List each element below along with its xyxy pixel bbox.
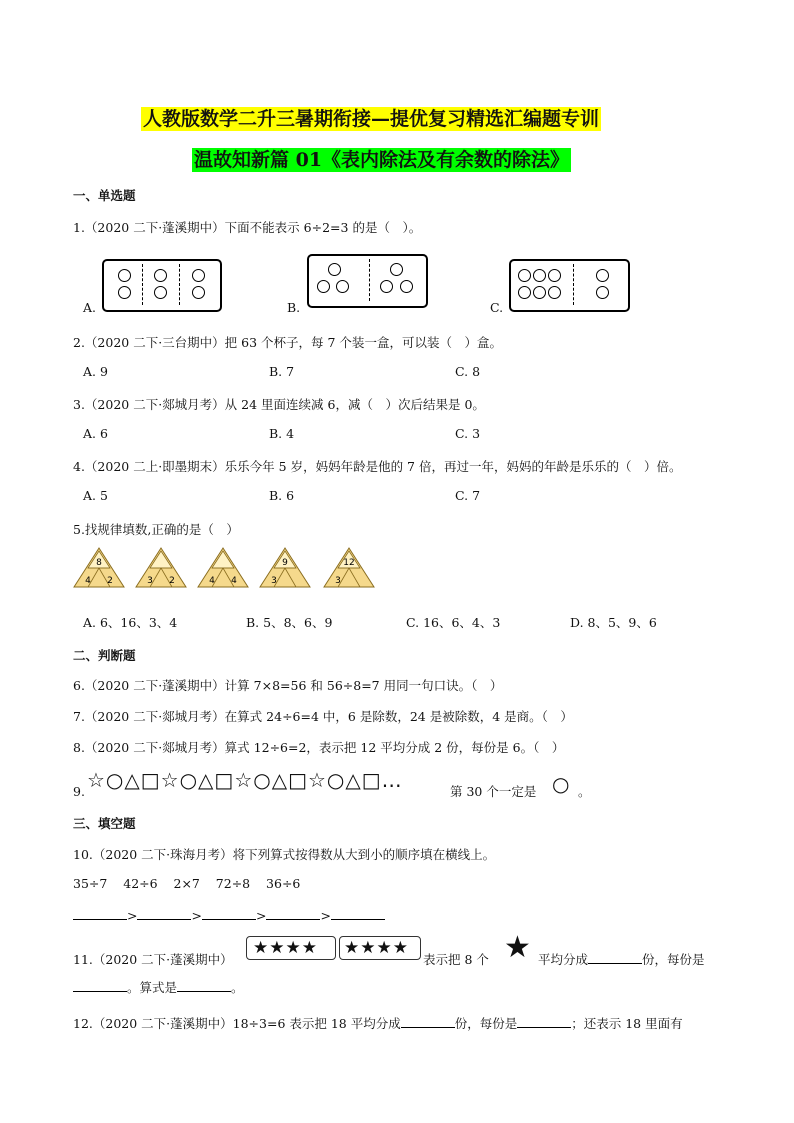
q4-option-a[interactable]: A. 5 — [83, 488, 108, 503]
q11-big-star-icon: ★ — [504, 930, 531, 965]
q1-figure-c — [509, 259, 630, 312]
section-heading-single-choice: 一、单选题 — [73, 188, 136, 203]
q10-blank-1[interactable] — [73, 907, 127, 920]
q11-text-2: 平均分成 份，每份是 — [538, 952, 705, 967]
question-4: 4.（2020 二上·即墨期末）乐乐今年 5 岁，妈妈年龄是他的 7 倍，再过一年，妈妈的年龄是乐乐的（ ）倍。 — [73, 459, 682, 474]
q1-figure-b — [307, 254, 428, 308]
svg-text:4: 4 — [209, 576, 215, 586]
q1-figure-a — [102, 259, 222, 312]
question-8: 8.（2020 二下·郯城月考）算式 12÷6=2，表示把 12 平均分成 2 份，每份是 6。（ ） — [73, 740, 565, 755]
q10-blank-4[interactable] — [266, 907, 320, 920]
section-heading-fill-blank: 三、填空题 — [73, 816, 136, 831]
svg-text:2: 2 — [169, 576, 175, 586]
q10-expr-5: 36÷6 — [266, 876, 301, 891]
question-6: 6.（2020 二下·蓬溪期中）计算 7×8=56 和 56÷8=7 用同一句口诀。（ ） — [73, 678, 503, 693]
q9-prompt: 第 30 个一定是 — [450, 784, 537, 799]
q9-answer-circle: ○ — [552, 772, 570, 796]
q4-option-c[interactable]: C. 7 — [455, 488, 481, 503]
q10-blank-3[interactable] — [202, 907, 256, 920]
q10-expr-2: 42÷6 — [123, 876, 158, 891]
q11-blank-3[interactable] — [177, 979, 231, 992]
q5-triangle-3 — [198, 548, 248, 587]
q9-shape-sequence: ☆○△□☆○△□☆○△□☆○△□… — [87, 768, 403, 792]
question-10: 10.（2020 二下·珠海月考）将下列算式按得数从大到小的顺序填在横线上。 — [73, 847, 496, 862]
q11-text-1: 表示把 8 个 — [423, 952, 489, 967]
question-1: 1.（2020 二下·蓬溪期中）下面不能表示 6÷2=3 的是（ ）。 — [73, 220, 422, 235]
q5-triangle-1 — [74, 548, 124, 587]
question-9-number: 9. — [73, 784, 85, 799]
question-7: 7.（2020 二下·郯城月考）在算式 24÷6=4 中，6 是除数，24 是被除数，4 是商。（ ） — [73, 709, 573, 724]
q3-option-c[interactable]: C. 3 — [455, 426, 481, 441]
q5-option-c[interactable]: C. 16、6、4、3 — [406, 615, 501, 630]
q12-blank-1[interactable] — [401, 1015, 455, 1028]
svg-text:3: 3 — [271, 576, 277, 586]
q12-blank-2[interactable] — [517, 1015, 571, 1028]
q10-expr-3: 2×7 — [173, 876, 200, 891]
svg-text:3: 3 — [147, 576, 153, 586]
q5-option-b[interactable]: B. 5、8、6、9 — [246, 615, 333, 630]
title-line-1: 人教版数学二升三暑期衔接—提优复习精选汇编题专训 — [143, 108, 600, 130]
question-11-prefix: 11.（2020 二下·蓬溪期中） — [73, 952, 233, 967]
question-3: 3.（2020 二下·郯城月考）从 24 里面连续减 6，减（ ）次后结果是 0。 — [73, 397, 485, 412]
svg-text:8: 8 — [96, 558, 102, 568]
q10-expressions — [73, 876, 300, 891]
q10-expr-1: 35÷7 — [73, 876, 108, 891]
title-line-2: 温故知新篇 01《表内除法及有余数的除法》 — [194, 149, 570, 171]
q2-option-c[interactable]: C. 8 — [455, 364, 481, 379]
q10-blank-5[interactable] — [331, 907, 385, 920]
q3-option-a[interactable]: A. 6 — [83, 426, 108, 441]
q11-star-group-2: ★★★★ — [339, 936, 421, 960]
q5-triangle-2 — [136, 548, 186, 587]
q10-blank-2[interactable] — [137, 907, 191, 920]
question-2: 2.（2020 二下·三台期中）把 63 个杯子，每 7 个装一盒，可以装（ ）盒。 — [73, 335, 502, 350]
svg-text:4: 4 — [231, 576, 237, 586]
q5-triangles-figure — [72, 546, 382, 590]
question-5: 5.找规律填数,正确的是（ ） — [73, 522, 239, 537]
q5-triangle-5 — [324, 548, 374, 587]
section-heading-judgement: 二、判断题 — [73, 648, 136, 663]
q9-end: 。 — [578, 784, 591, 799]
svg-text:2: 2 — [107, 576, 113, 586]
q11-line-2: 。算式是 。 — [73, 978, 244, 996]
q11-blank-2[interactable] — [73, 979, 127, 992]
q5-option-a[interactable]: A. 6、16、3、4 — [83, 615, 178, 630]
q5-option-d[interactable]: D. 8、5、9、6 — [570, 615, 657, 630]
q10-answer-line: > > > > — [73, 907, 385, 923]
q1-option-b[interactable]: B. — [287, 300, 301, 315]
q11-star-group-1: ★★★★ — [246, 936, 336, 960]
q5-triangle-4 — [260, 548, 310, 587]
svg-text:4: 4 — [85, 576, 91, 586]
q2-option-a[interactable]: A. 9 — [83, 364, 108, 379]
question-12: 12.（2020 二下·蓬溪期中）18÷3=6 表示把 18 平均分成 份，每份是 ；还表示 18 里面有 — [73, 1016, 683, 1031]
q3-option-b[interactable]: B. 4 — [269, 426, 295, 441]
q4-option-b[interactable]: B. 6 — [269, 488, 295, 503]
svg-text:12: 12 — [343, 558, 355, 568]
q1-option-a[interactable]: A. — [83, 300, 97, 315]
q10-expr-4: 72÷8 — [215, 876, 251, 891]
q11-blank-1[interactable] — [588, 951, 642, 964]
svg-text:9: 9 — [282, 558, 288, 568]
q1-option-c[interactable]: C. — [490, 300, 504, 315]
q2-option-b[interactable]: B. 7 — [269, 364, 295, 379]
svg-text:3: 3 — [335, 576, 341, 586]
